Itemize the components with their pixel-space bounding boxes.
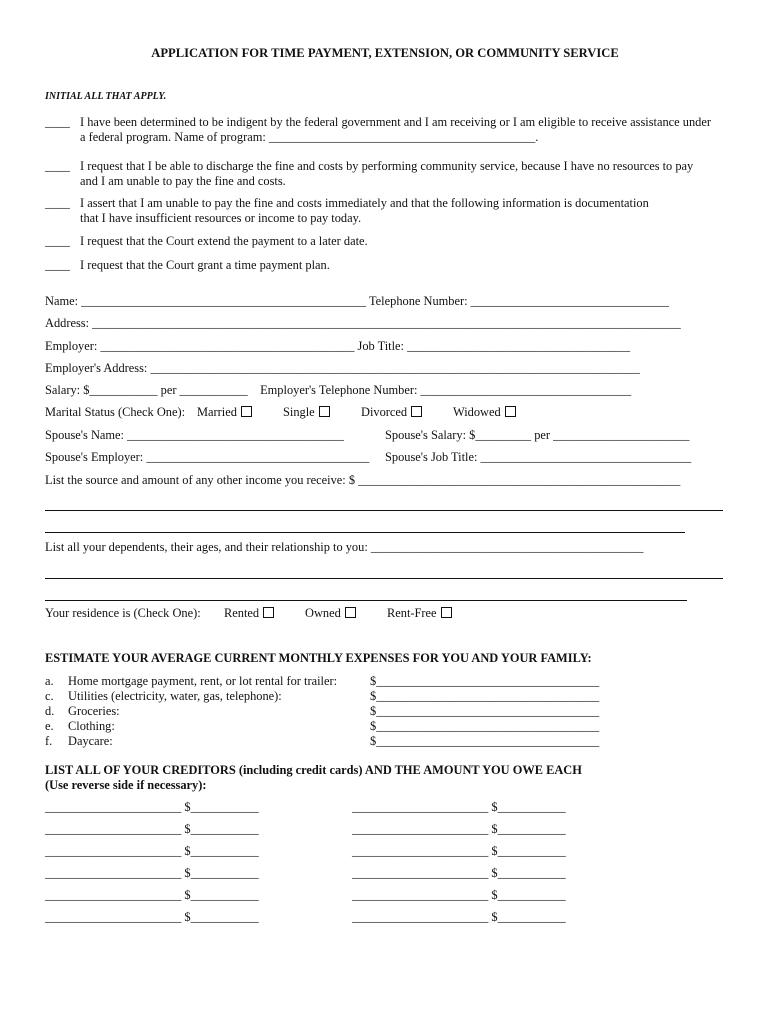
residence-option-rent-free[interactable] [387, 606, 452, 621]
creditor-entry-field[interactable]: ______________________ $___________ [45, 910, 259, 924]
address-field[interactable]: Address: _______________________________________________________________________________________________ [45, 316, 681, 330]
creditor-entry-field[interactable]: ______________________ $___________ [45, 866, 259, 880]
marital-option-widowed[interactable] [453, 405, 516, 420]
creditor-entry-field[interactable]: ______________________ $___________ [352, 822, 566, 836]
dependents-line-1[interactable] [45, 578, 723, 579]
checkbox[interactable] [345, 607, 356, 618]
statement-4-line1: I request that the Court grant a time payment plan. [80, 258, 330, 272]
statement-4-initial[interactable]: ____ [45, 258, 70, 272]
statement-1-line1: I request that I be able to discharge the fine and costs by performing community service, because I have no resources to pay [80, 159, 694, 173]
residence-option-owned[interactable] [305, 606, 356, 621]
dependents-field[interactable]: List all your dependents, their ages, and their relationship to you: ____________________________________________ [45, 540, 644, 554]
expense-letter: d. [45, 704, 55, 718]
other-income-line-2[interactable] [45, 532, 685, 533]
expense-label: Home mortgage payment, rent, or lot rental for trailer: [68, 674, 338, 688]
expense-amount-field[interactable]: $____________________________________ [370, 689, 600, 703]
expense-label: Clothing: [68, 719, 115, 733]
statement-3-initial[interactable]: ____ [45, 234, 70, 248]
expense-label: Utilities (electricity, water, gas, telephone): [68, 689, 282, 703]
option-label: Single [283, 405, 315, 419]
checkbox[interactable] [241, 406, 252, 417]
employer-address-field[interactable]: Employer's Address: _______________________________________________________________________________ [45, 361, 640, 375]
creditor-entry-field[interactable]: ______________________ $___________ [352, 844, 566, 858]
expense-amount-field[interactable]: $____________________________________ [370, 674, 600, 688]
spouse-name-field[interactable]: Spouse's Name: ___________________________________ [45, 428, 344, 442]
creditor-entry-field[interactable]: ______________________ $___________ [352, 800, 566, 814]
residence-option-rented[interactable] [224, 606, 274, 621]
creditor-entry-field[interactable]: ______________________ $___________ [352, 910, 566, 924]
expense-amount-field[interactable]: $____________________________________ [370, 734, 600, 748]
option-label: Owned [305, 606, 341, 620]
marital-option-single[interactable] [283, 405, 330, 420]
statement-0-line2: a federal program. Name of program: ___________________________________________. [80, 130, 539, 144]
statement-0-initial[interactable]: ____ [45, 115, 70, 129]
expense-letter: a. [45, 674, 54, 688]
expense-amount-field[interactable]: $____________________________________ [370, 719, 600, 733]
statement-0-line1: I have been determined to be indigent by the federal government and I am receiving or I am eligible to receive assistance under [80, 115, 711, 129]
creditors-heading: LIST ALL OF YOUR CREDITORS (including credit cards) AND THE AMOUNT YOU OWE EACH [45, 763, 582, 777]
option-label: Divorced [361, 405, 408, 419]
statement-2-line1: I assert that I am unable to pay the fine and costs immediately and that the following information is documentation [80, 196, 649, 210]
checkbox[interactable] [505, 406, 516, 417]
creditor-entry-field[interactable]: ______________________ $___________ [45, 888, 259, 902]
expense-letter: f. [45, 734, 53, 748]
creditor-entry-field[interactable]: ______________________ $___________ [45, 844, 259, 858]
checkbox[interactable] [441, 607, 452, 618]
checkbox[interactable] [319, 406, 330, 417]
marital-status-label: Marital Status (Check One): [45, 405, 186, 419]
spouse-employer-field[interactable]: Spouse's Employer: ____________________________________ [45, 450, 370, 464]
expense-letter: c. [45, 689, 54, 703]
option-label: Rented [224, 606, 260, 620]
expense-letter: e. [45, 719, 54, 733]
option-label: Rent-Free [387, 606, 437, 620]
statement-3-line1: I request that the Court extend the payment to a later date. [80, 234, 368, 248]
other-income-field[interactable]: List the source and amount of any other income you receive: $ ____________________________________________________ [45, 473, 681, 487]
checkbox[interactable] [411, 406, 422, 417]
expense-amount-field[interactable]: $____________________________________ [370, 704, 600, 718]
expense-label: Groceries: [68, 704, 120, 718]
statement-1-initial[interactable]: ____ [45, 159, 70, 173]
checkbox[interactable] [263, 607, 274, 618]
statement-1-line2: and I am unable to pay the fine and costs. [80, 174, 286, 188]
other-income-line-1[interactable] [45, 510, 723, 511]
spouse-salary-field[interactable]: Spouse's Salary: $_________ per ______________________ [385, 428, 690, 442]
option-label: Widowed [453, 405, 501, 419]
spouse-job-field[interactable]: Spouse's Job Title: __________________________________ [385, 450, 692, 464]
creditor-entry-field[interactable]: ______________________ $___________ [45, 800, 259, 814]
statement-2-line2: that I have insufficient resources or income to pay today. [80, 211, 362, 225]
residence-label: Your residence is (Check One): [45, 606, 201, 620]
form-title: APPLICATION FOR TIME PAYMENT, EXTENSION, OR COMMUNITY SERVICE [151, 46, 619, 60]
marital-option-married[interactable] [197, 405, 252, 420]
instruction-text: INITIAL ALL THAT APPLY. [45, 91, 167, 102]
creditor-entry-field[interactable]: ______________________ $___________ [352, 866, 566, 880]
option-label: Married [197, 405, 237, 419]
creditor-entry-field[interactable]: ______________________ $___________ [352, 888, 566, 902]
marital-option-divorced[interactable] [361, 405, 422, 420]
creditor-entry-field[interactable]: ______________________ $___________ [45, 822, 259, 836]
dependents-line-2[interactable] [45, 600, 687, 601]
salary-field[interactable]: Salary: $___________ per ___________ Employer's Telephone Number: __________________________________ [45, 383, 632, 397]
expenses-heading: ESTIMATE YOUR AVERAGE CURRENT MONTHLY EXPENSES FOR YOU AND YOUR FAMILY: [45, 651, 592, 665]
expense-label: Daycare: [68, 734, 113, 748]
statement-2-initial[interactable]: ____ [45, 196, 70, 210]
creditors-subheading: (Use reverse side if necessary): [45, 778, 207, 792]
name-phone-field[interactable]: Name: ______________________________________________ Telephone Number: ________________________________ [45, 294, 669, 308]
employer-job-field[interactable]: Employer: _________________________________________ Job Title: ____________________________________ [45, 339, 631, 353]
